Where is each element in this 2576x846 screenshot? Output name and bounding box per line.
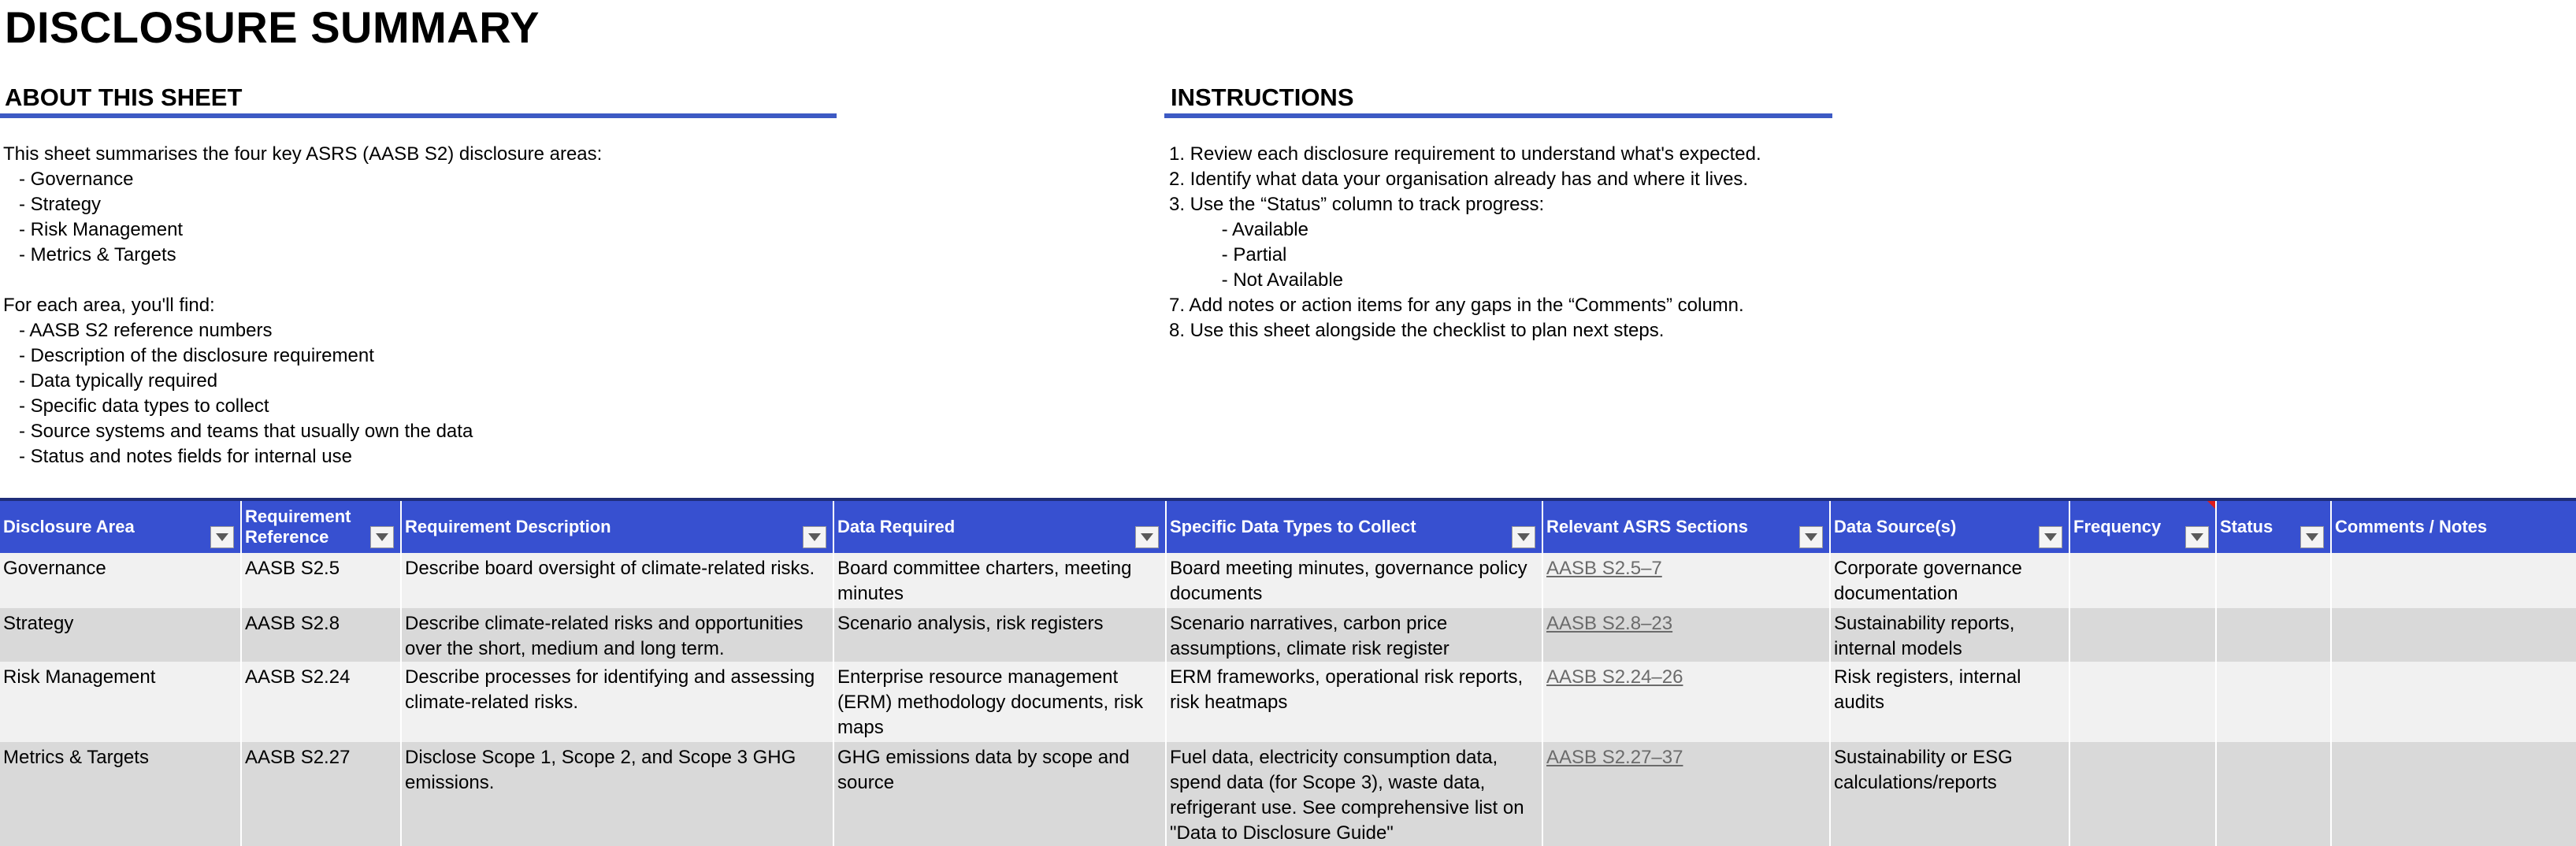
disclosure-table xyxy=(0,498,2576,846)
header-comments-notes: Comments / Notes xyxy=(2331,499,2576,553)
cell-reference[interactable]: AASB S2.8 xyxy=(241,608,401,662)
cell-data-required[interactable]: Enterprise resource management (ERM) methodology documents, risk maps xyxy=(833,662,1166,742)
instructions-heading: INSTRUCTIONS xyxy=(1171,83,1354,111)
table-row xyxy=(0,553,2576,608)
about-heading: ABOUT THIS SHEET xyxy=(5,83,243,111)
instructions-line: 3. Use the “Status” column to track progress: xyxy=(1169,194,1545,215)
cell-data-types[interactable]: Fuel data, electricity consumption data, spend data (for Scope 3), waste data, refrigerant use. See comprehensive list on "Data to Disclosure Guide" xyxy=(1166,742,1542,846)
cell-asrs-sections[interactable] xyxy=(1542,608,1830,662)
header-frequency: Frequency xyxy=(2069,499,2216,553)
header-disclosure-area: Disclosure Area xyxy=(0,499,241,553)
table-row xyxy=(0,742,2576,846)
cell-frequency[interactable] xyxy=(2069,662,2216,742)
instructions-line: 7. Add notes or action items for any gaps in the “Comments” column. xyxy=(1169,295,1744,316)
instructions-heading-rule xyxy=(1164,113,1832,118)
cell-sources[interactable]: Sustainability reports, internal models xyxy=(1830,608,2069,662)
cell-status[interactable] xyxy=(2216,742,2331,846)
about-line: - Risk Management xyxy=(3,219,184,240)
cell-description[interactable]: Describe processes for identifying and assessing climate-related risks. xyxy=(401,662,833,742)
cell-sources[interactable]: Risk registers, internal audits xyxy=(1830,662,2069,742)
about-line: - Governance xyxy=(3,169,134,190)
filter-dropdown-icon[interactable] xyxy=(2185,526,2209,548)
instructions-text xyxy=(1169,142,1761,343)
instructions-line: - Available xyxy=(1169,219,1308,240)
table-row xyxy=(0,662,2576,742)
instructions-line: 2. Identify what data your organisation already has and where it lives. xyxy=(1169,169,1749,190)
header-requirement-description: Requirement Description xyxy=(401,499,833,553)
cell-status[interactable] xyxy=(2216,553,2331,608)
cell-data-types[interactable]: ERM frameworks, operational risk reports, risk heatmaps xyxy=(1166,662,1542,742)
instructions-line: 1. Review each disclosure requirement to understand what's expected. xyxy=(1169,143,1761,165)
table-row xyxy=(0,608,2576,662)
cell-asrs-sections[interactable] xyxy=(1542,742,1830,846)
about-line: - AASB S2 reference numbers xyxy=(3,320,273,341)
filter-dropdown-icon[interactable] xyxy=(1512,526,1535,548)
filter-dropdown-icon[interactable] xyxy=(2039,526,2062,548)
cell-comments[interactable] xyxy=(2331,662,2576,742)
cell-data-types[interactable]: Scenario narratives, carbon price assumptions, climate risk register xyxy=(1166,608,1542,662)
cell-area[interactable]: Risk Management xyxy=(0,662,241,742)
about-line: For each area, you'll find: xyxy=(3,295,215,316)
cell-sources[interactable]: Sustainability or ESG calculations/reports xyxy=(1830,742,2069,846)
cell-status[interactable] xyxy=(2216,662,2331,742)
cell-area[interactable]: Governance xyxy=(0,553,241,608)
header-status: Status xyxy=(2216,499,2331,553)
filter-dropdown-icon[interactable] xyxy=(370,526,394,548)
header-relevant-asrs-sections: Relevant ASRS Sections xyxy=(1542,499,1830,553)
about-text xyxy=(3,142,602,469)
instructions-line: 8. Use this sheet alongside the checklist to plan next steps. xyxy=(1169,320,1665,341)
about-line: - Metrics & Targets xyxy=(3,244,176,265)
cell-comments[interactable] xyxy=(2331,553,2576,608)
asrs-section-link[interactable]: AASB S2.24–26 xyxy=(1546,666,1683,688)
cell-comments[interactable] xyxy=(2331,608,2576,662)
cell-reference[interactable]: AASB S2.24 xyxy=(241,662,401,742)
cell-comments[interactable] xyxy=(2331,742,2576,846)
cell-description[interactable]: Describe board oversight of climate-related risks. xyxy=(401,553,833,608)
about-line: - Specific data types to collect xyxy=(3,395,269,417)
about-line: - Data typically required xyxy=(3,370,218,391)
cell-data-required[interactable]: Board committee charters, meeting minutes xyxy=(833,553,1166,608)
sheet-title: DISCLOSURE SUMMARY xyxy=(5,2,540,52)
filter-dropdown-icon[interactable] xyxy=(803,526,826,548)
asrs-section-link[interactable]: AASB S2.8–23 xyxy=(1546,613,1673,634)
instructions-line: - Partial xyxy=(1169,244,1287,265)
filter-dropdown-icon[interactable] xyxy=(2300,526,2324,548)
cell-area[interactable]: Metrics & Targets xyxy=(0,742,241,846)
cell-status[interactable] xyxy=(2216,608,2331,662)
header-requirement-reference: Requirement Reference xyxy=(241,499,401,553)
header-data-required: Data Required xyxy=(833,499,1166,553)
instructions-line: - Not Available xyxy=(1169,269,1343,291)
cell-reference[interactable]: AASB S2.27 xyxy=(241,742,401,846)
cell-area[interactable]: Strategy xyxy=(0,608,241,662)
cell-description[interactable]: Disclose Scope 1, Scope 2, and Scope 3 GHG emissions. xyxy=(401,742,833,846)
asrs-section-link[interactable]: AASB S2.5–7 xyxy=(1546,558,1662,579)
cell-data-required[interactable]: Scenario analysis, risk registers xyxy=(833,608,1166,662)
about-line: - Strategy xyxy=(3,194,102,215)
about-line: This sheet summarises the four key ASRS (AASB S2) disclosure areas: xyxy=(3,143,603,165)
cell-sources[interactable]: Corporate governance documentation xyxy=(1830,553,2069,608)
comment-indicator-icon[interactable] xyxy=(2207,501,2215,509)
cell-asrs-sections[interactable] xyxy=(1542,553,1830,608)
header-specific-data-types: Specific Data Types to Collect xyxy=(1166,499,1542,553)
header-data-sources: Data Source(s) xyxy=(1830,499,2069,553)
about-line xyxy=(3,268,602,293)
asrs-section-link[interactable]: AASB S2.27–37 xyxy=(1546,747,1683,768)
cell-frequency[interactable] xyxy=(2069,553,2216,608)
cell-data-types[interactable]: Board meeting minutes, governance policy documents xyxy=(1166,553,1542,608)
about-line: - Source systems and teams that usually own the data xyxy=(3,421,473,442)
cell-frequency[interactable] xyxy=(2069,742,2216,846)
about-line: - Description of the disclosure requirement xyxy=(3,345,374,366)
cell-reference[interactable]: AASB S2.5 xyxy=(241,553,401,608)
about-line: - Status and notes fields for internal use xyxy=(3,446,352,467)
about-heading-rule xyxy=(0,113,837,118)
cell-description[interactable]: Describe climate-related risks and opportunities over the short, medium and long term. xyxy=(401,608,833,662)
cell-data-required[interactable]: GHG emissions data by scope and source xyxy=(833,742,1166,846)
filter-dropdown-icon[interactable] xyxy=(1135,526,1159,548)
cell-asrs-sections[interactable] xyxy=(1542,662,1830,742)
filter-dropdown-icon[interactable] xyxy=(1799,526,1823,548)
table-header-row xyxy=(0,499,2576,553)
cell-frequency[interactable] xyxy=(2069,608,2216,662)
filter-dropdown-icon[interactable] xyxy=(210,526,234,548)
